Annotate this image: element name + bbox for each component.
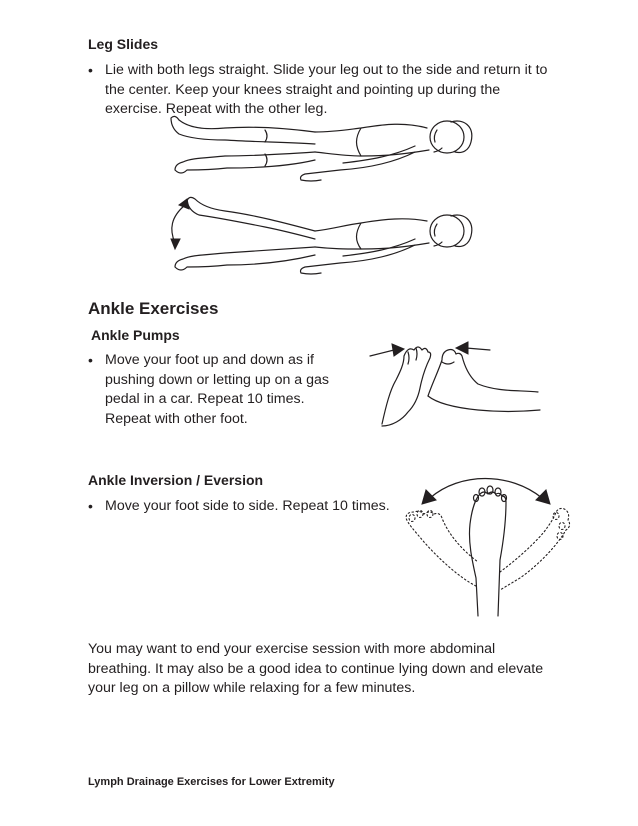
leg-slides-instructions: Lie with both legs straight. Slide your leg out to the side and return it to the center. Keep your knees straight and pointing up during the exercise. Repeat with the other leg. [105,62,548,117]
ankle-exercises-heading: Ankle Exercises [88,299,219,318]
ankle-inversion-heading: Ankle Inversion / Eversion [88,472,264,488]
leg-slides-start-illustration [165,110,485,185]
ankle-pumps-bullet [88,351,340,429]
bullet-icon: • [88,498,93,514]
ankle-pumps-heading: Ankle Pumps [91,327,180,343]
ankle-pumps-instructions: Move your foot up and down as if pushing down or letting up on a gas pedal in a car. Repeat 10 times. Repeat with other foot. [105,352,330,427]
bullet-icon: • [88,352,93,368]
ankle-inversion-illustration [400,468,572,618]
page-footer: Lymph Drainage Exercises for Lower Extremity [88,776,335,788]
bullet-icon: • [88,62,93,78]
closing-paragraph: You may want to end your exercise session with more abdominal breathing. It may also be a good idea to continue lying down and elevate your leg on a pillow while relaxing for a few minutes. [88,641,544,696]
ankle-inversion-bullet [88,497,398,517]
ankle-inversion-instructions: Move your foot side to side. Repeat 10 times. [105,498,390,514]
leg-slides-out-illustration [165,195,485,285]
leg-slides-heading: Leg Slides [88,36,159,52]
ankle-pumps-illustration [368,336,548,431]
